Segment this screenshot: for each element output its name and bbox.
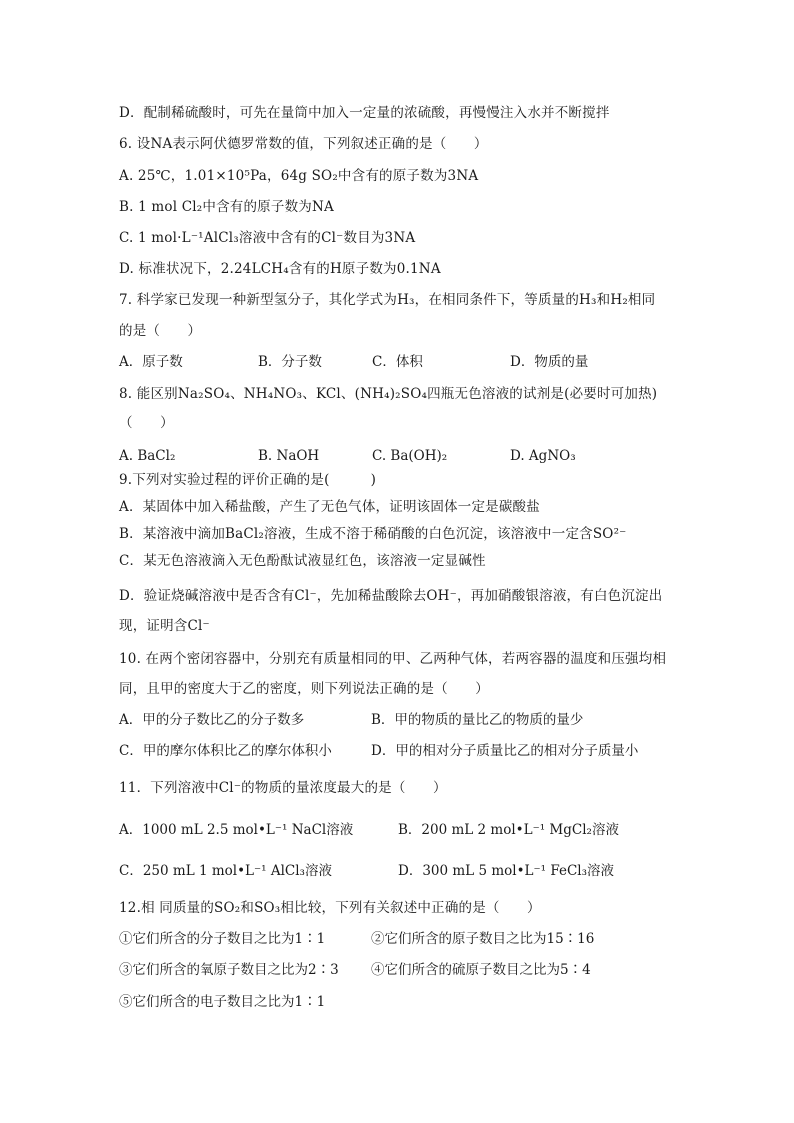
q9-option-c: C．某无色溶液滴入无色酚酞试液显红色，该溶液一定显碱性 (119, 553, 486, 569)
q11-option-a: A．1000 mL 2.5 mol•L⁻¹ NaCl溶液 (119, 822, 354, 838)
q8-stem-line2: （ ） (119, 415, 174, 431)
q7-stem-line1: 7. 科学家已发现一种新型氢分子，其化学式为H₃，在相同条件下，等质量的H₃和H₂相同 (119, 292, 656, 308)
q12-statement-3: ③它们所含的氧原子数目之比为2∶3 (119, 962, 339, 978)
q7-stem-line2: 的是（ ） (119, 323, 202, 339)
q8-stem-line1: 8. 能区别Na₂SO₄、NH₄NO₃、KCl、(NH₄)₂SO₄四瓶无色溶液的试剂是(必要时可加热) (119, 386, 658, 402)
q12-statement-2: ②它们所含的原子数目之比为15∶16 (371, 931, 595, 947)
q11-option-c: C．250 mL 1 mol•L⁻¹ AlCl₃溶液 (119, 863, 332, 879)
q6-option-d: D. 标准状况下，2.24LCH₄含有的H原子数为0.1NA (119, 261, 441, 277)
q12-stem: 12.相 同质量的SO₂和SO₃相比较，下列有关叙述中正确的是（ ） (119, 900, 541, 916)
q9-option-d-line2: 现，证明含Cl⁻ (119, 618, 210, 634)
q10-option-b: B．甲的物质的量比乙的物质的量少 (371, 712, 584, 728)
q9-option-d-line1: D．验证烧碱溶液中是否含有Cl⁻，先加稀盐酸除去OH⁻，再加硝酸银溶液，有白色沉淀出 (119, 588, 663, 604)
q10-option-c: C．甲的摩尔体积比乙的摩尔体积小 (119, 743, 332, 759)
q12-statement-5: ⑤它们所含的电子数目之比为1∶1 (119, 994, 326, 1010)
q7-option-c: C．体积 (372, 354, 423, 370)
q8-option-c: C. Ba(OH)₂ (372, 448, 448, 464)
q6-option-b: B. 1 mol Cl₂中含有的原子数为NA (119, 199, 334, 215)
q10-stem-line1: 10. 在两个密闭容器中，分别充有质量相同的甲、乙两种气体，若两容器的温度和压强均相 (119, 651, 667, 667)
q7-option-d: D．物质的量 (510, 354, 589, 370)
q12-statement-4: ④它们所含的硫原子数目之比为5∶4 (371, 962, 591, 978)
q10-option-a: A．甲的分子数比乙的分子数多 (119, 712, 305, 728)
q8-option-a: A. BaCl₂ (119, 448, 176, 464)
q10-stem-line2: 同，且甲的密度大于乙的密度，则下列说法正确的是（ ） (119, 681, 489, 697)
q9-option-b: B．某溶液中滴加BaCl₂溶液，生成不溶于稀硝酸的白色沉淀，该溶液中一定含SO²⁻ (119, 526, 627, 542)
q12-statement-1: ①它们所含的分子数目之比为1∶1 (119, 931, 326, 947)
q11-option-b: B．200 mL 2 mol•L⁻¹ MgCl₂溶液 (398, 822, 619, 838)
q7-option-a: A．原子数 (119, 354, 183, 370)
q10-option-d: D．甲的相对分子质量比乙的相对分子质量小 (371, 743, 639, 759)
q5-option-d: D．配制稀硫酸时，可先在量筒中加入一定量的浓硫酸，再慢慢注入水并不断搅拌 (119, 105, 610, 121)
q11-stem: 11．下列溶液中Cl⁻的物质的量浓度最大的是（ ） (119, 780, 447, 796)
q6-option-a: A. 25℃，1.01×10⁵Pa，64g SO₂中含有的原子数为3NA (119, 168, 479, 184)
q9-option-a: A．某固体中加入稀盐酸，产生了无色气体，证明该固体一定是碳酸盐 (119, 499, 540, 515)
q9-stem: 9.下列对实验过程的评价正确的是( ) (119, 472, 377, 488)
q6-option-c: C. 1 mol·L⁻¹AlCl₃溶液中含有的Cl⁻数目为3NA (119, 230, 416, 246)
q6-stem: 6. 设NA表示阿伏德罗常数的值，下列叙述正确的是（ ） (119, 136, 488, 152)
q8-option-d: D. AgNO₃ (510, 448, 576, 464)
q7-option-b: B．分子数 (258, 354, 322, 370)
q11-option-d: D．300 mL 5 mol•L⁻¹ FeCl₃溶液 (398, 863, 614, 879)
q8-option-b: B. NaOH (258, 448, 320, 464)
